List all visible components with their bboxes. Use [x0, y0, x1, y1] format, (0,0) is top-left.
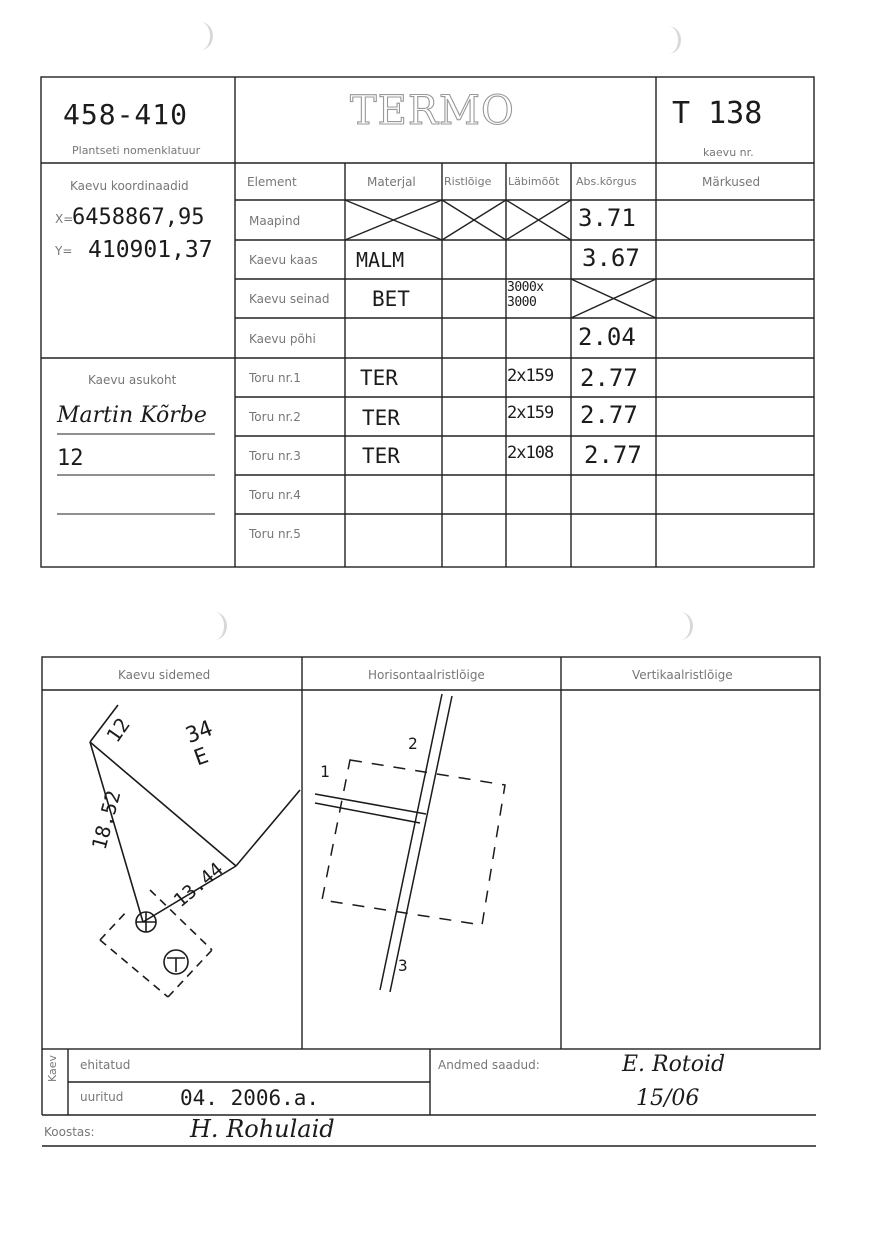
- compiled-label: Koostas:: [44, 1125, 95, 1139]
- location-number: 12: [57, 446, 84, 471]
- row-label: Kaevu põhi: [249, 332, 316, 346]
- cell-diameter: 3000x 3000: [507, 280, 544, 310]
- cell-material: BET: [372, 287, 410, 311]
- column-header-abs-height: Abs.kõrgus: [576, 175, 637, 188]
- well-number-value: T 138: [672, 96, 763, 131]
- column-header-element: Element: [247, 175, 297, 189]
- cell-abs-height: 2.77: [580, 364, 638, 392]
- x-prefix: X=: [55, 212, 74, 226]
- well-side-label: Kaev: [46, 1054, 59, 1082]
- dimension-top: 12: [101, 713, 135, 747]
- coordinates-label: Kaevu koordinaadid: [70, 179, 189, 193]
- column-header-cross-section: Ristlõige: [444, 175, 492, 188]
- location-street: Martin Kõrbe: [57, 403, 207, 428]
- cell-diameter: 2x108: [507, 443, 554, 463]
- cell-abs-height: 2.77: [584, 441, 642, 469]
- cell-material: TER: [362, 406, 400, 430]
- compiled-signature: H. Rohulaid: [190, 1115, 335, 1143]
- section-header-vertical: Vertikaalristlõige: [632, 668, 733, 682]
- built-label: ehitatud: [80, 1058, 131, 1072]
- data-received-date: 15/06: [636, 1086, 700, 1111]
- column-header-material: Materjal: [367, 175, 416, 189]
- dimension-bottom: 13.44: [169, 858, 228, 912]
- well-number-label: kaevu nr.: [703, 146, 754, 159]
- surveyed-value: 04. 2006.a.: [180, 1086, 320, 1110]
- row-label: Kaevu kaas: [249, 253, 318, 267]
- row-label: Toru nr.1: [249, 371, 301, 385]
- row-label: Kaevu seinad: [249, 292, 330, 306]
- row-label: Toru nr.3: [249, 449, 301, 463]
- cell-material: TER: [362, 444, 400, 468]
- data-received-value: E. Rotoid: [622, 1052, 726, 1077]
- y-prefix: Y=: [55, 244, 73, 258]
- nomenclature-value: 458-410: [63, 98, 189, 131]
- cell-diameter: 2x159: [507, 366, 554, 386]
- pipe-label-2: 2: [408, 734, 418, 753]
- surveyed-label: uuritud: [80, 1090, 124, 1104]
- cell-abs-height: 2.77: [580, 401, 638, 429]
- pipe-label-3: 3: [398, 956, 408, 975]
- section-header-horizontal: Horisontaalristlõige: [368, 668, 485, 682]
- cell-abs-height: 3.71: [578, 204, 636, 232]
- cell-diameter: 2x159: [507, 403, 554, 423]
- location-label: Kaevu asukoht: [88, 373, 177, 387]
- nomenclature-label: Plantseti nomenklatuur: [72, 144, 201, 157]
- row-label: Toru nr.5: [249, 527, 301, 541]
- cell-material: TER: [360, 366, 398, 390]
- column-header-diameter: Läbimõõt: [508, 175, 560, 188]
- y-coordinate-value: 410901,37: [88, 237, 213, 263]
- cell-abs-height: 2.04: [578, 323, 636, 351]
- cell-abs-height: 3.67: [582, 244, 640, 272]
- row-label: Maapind: [249, 214, 301, 228]
- section-header-connections: Kaevu sidemed: [118, 668, 211, 682]
- column-header-remarks: Märkused: [702, 175, 761, 189]
- dimension-left: 18.52: [86, 787, 126, 853]
- reference-label: 34 E: [182, 716, 217, 772]
- cell-material: MALM: [356, 248, 405, 272]
- row-label: Toru nr.2: [249, 410, 301, 424]
- x-coordinate-value: 6458867,95: [72, 205, 205, 230]
- form-title: TERMO: [350, 88, 515, 134]
- pipe-label-1: 1: [320, 762, 330, 781]
- row-label: Toru nr.4: [249, 488, 301, 502]
- data-received-label: Andmed saadud:: [438, 1058, 540, 1072]
